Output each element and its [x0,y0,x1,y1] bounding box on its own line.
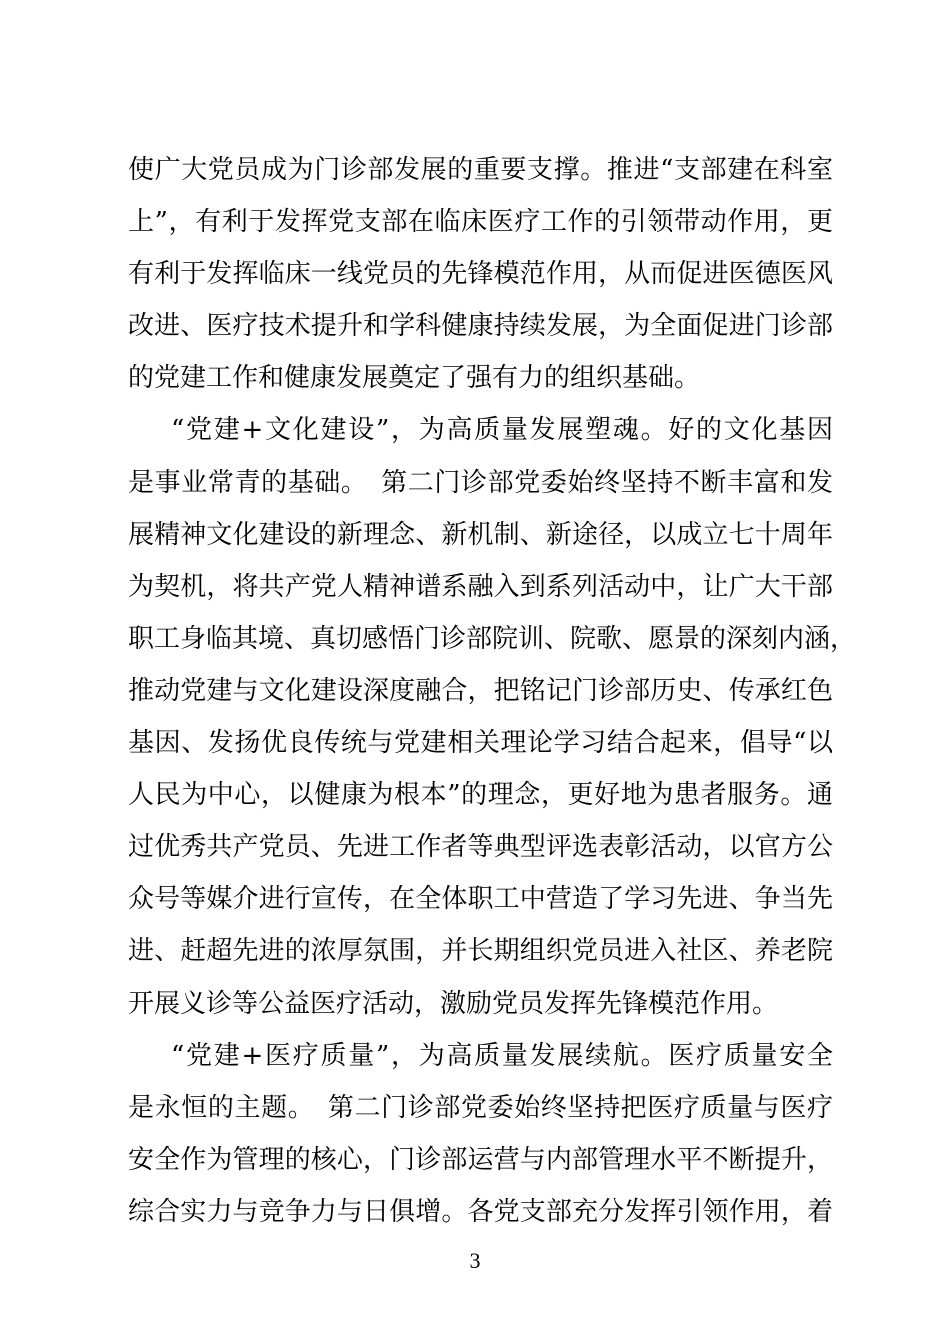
text-line: 开展义诊等公益医疗活动，激励党员发挥先锋模范作用。 [128,988,779,1019]
body-text [128,144,857,1238]
text-line: 人民为中心，以健康为根本”的理念，更好地为患者服务。通 [128,780,833,811]
text-line: 是事业常青的基础。 第二门诊部党委始终坚持不断丰富和发 [128,467,833,498]
text-line: 基因、发扬优良传统与党建相关理论学习结合起来，倡导“以 [128,728,833,759]
text-line: 众号等媒介进行宣传，在全体职工中营造了学习先进、争当先 [128,884,833,915]
text-line: 为契机，将共产党人精神谱系融入到系列活动中，让广大干部 [128,571,833,602]
text-line: 过优秀共产党员、先进工作者等典型评选表彰活动，以官方公 [128,832,833,863]
text-line: 职工身临其境、真切感悟门诊部院训、院歌、愿景的深刻内涵， [128,623,857,654]
text-line: 推动党建与文化建设深度融合，把铭记门诊部历史、传承红色 [128,675,833,706]
text-line: 进、赶超先进的浓厚氛围，并长期组织党员进入社区、养老院 [128,936,833,967]
text-line: “党建+文化建设”，为高质量发展塑魂。好的文化基因 [171,415,833,446]
text-line: 展精神文化建设的新理念、新机制、新途径，以成立七十周年 [128,519,833,550]
text-line: 改进、医疗技术提升和学科健康持续发展，为全面促进门诊部 [128,311,833,342]
text-line: 有利于发挥临床一线党员的先锋模范作用，从而促进医德医风 [128,259,833,290]
text-line: 是永恒的主题。 第二门诊部党委始终坚持把医疗质量与医疗 [128,1092,833,1123]
text-line: 上”，有利于发挥党支部在临床医疗工作的引领带动作用，更 [128,207,833,238]
page-number: 3 [469,1248,481,1273]
text-line: 综合实力与竞争力与日俱增。各党支部充分发挥引领作用，着 [128,1196,833,1227]
text-line: “党建+医疗质量”，为高质量发展续航。医疗质量安全 [171,1040,833,1071]
text-line: 安全作为管理的核心，门诊部运营与内部管理水平不断提升， [128,1144,833,1175]
text-line: 使广大党员成为门诊部发展的重要支撑。推进“支部建在科室 [128,155,833,185]
text-line: 的党建工作和健康发展奠定了强有力的组织基础。 [128,363,701,394]
